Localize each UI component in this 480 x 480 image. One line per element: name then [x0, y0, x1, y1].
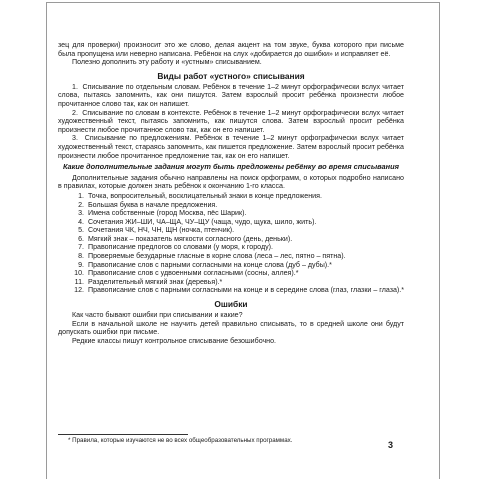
list-item — [58, 269, 404, 278]
list-item — [58, 209, 404, 218]
errors-paragraph-3: Редкие классы пишут контрольное списывание безошибочно. — [72, 336, 277, 345]
errors-paragraph-2: Если в начальной школе не научить детей правильно списывать, то в средней школе они будут допускать ошибки при письме. — [58, 319, 404, 337]
oral-item-1: 1. Списывание по отдельным словам. Ребёнок в течение 1–2 минут орфографически вслух читает слова, пытаясь запомнить, как они пишутся. Затем взрослый просит ребёнка произнести любое прочитанное слово так, как он напишет. — [58, 82, 404, 108]
list-number: 8. — [78, 252, 84, 261]
list-text: Мягкий знак – показатель мягкости согласного (день, деньки). — [88, 234, 293, 243]
list-text: Правописание предлогов со словами (у моря, к городу). — [88, 243, 273, 252]
list-number: 4. — [78, 217, 84, 226]
list-text: Большая буква в начале предложения. — [88, 200, 218, 209]
intro-paragraph-2: Полезно дополнить эту работу и «устным» списыванием. — [72, 58, 262, 67]
list-number: 2. — [78, 200, 84, 209]
list-number: 10. — [74, 269, 84, 278]
list-number: 5. — [78, 226, 84, 235]
list-number: 9. — [78, 260, 84, 269]
heading-errors: Ошибки — [214, 299, 248, 310]
footnote: * Правила, которые изучаются не во всех общеобразовательных программах. — [68, 437, 293, 444]
oral-item-3: 3. Списывание по предложениям. Ребёнок в течение 1–2 минут орфографически вслух читает художественный текст, стараясь запомнить, как пишется предложение. Затем взрослый просит ребёнка произнести любое прочитанное предложение так, как он его напишет. — [58, 134, 404, 160]
page-content — [58, 41, 404, 345]
list-text: Проверяемые безударные гласные в корне слова (леса – лес, пятно – пятна). — [88, 252, 346, 261]
list-text: Правописание слов с парными согласными на конце и в середине слова (глаз, глазки – глаза).* — [88, 286, 404, 295]
intro-paragraph-1: зец для проверки) произносит это же слово, делая акцент на том звуке, буква которого при письме была пропущена или неверно написана. Ребёнок на слух «добирается до ошибки» и исправляет её. — [58, 41, 404, 58]
list-number: 1. — [78, 191, 84, 200]
list-item — [58, 201, 404, 210]
list-item — [58, 252, 404, 261]
oral-item-2: 2. Списывание по словам в контексте. Ребёнок в течение 1–2 минут орфографически вслух читает художественный текст, пытаясь запомнить, как пишутся слова. Затем взрослый просит ребёнка произнести любое прочитанное слово так, как он его напишет. — [58, 108, 404, 134]
list-text: Имена собственные (город Москва, пёс Шарик). — [88, 209, 247, 218]
list-text: Разделительный мягкий знак (деревья).* — [88, 277, 223, 286]
list-item — [58, 226, 404, 235]
list-text: Правописание слов с удвоенными согласными (сосны, аллея).* — [88, 269, 299, 278]
list-item — [58, 235, 404, 244]
errors-paragraph-1: Как часто бывают ошибки при списывании и какие? — [72, 311, 243, 320]
heading-extra-tasks: Какие дополнительные задания могут быть предложены ребёнку во время списывания — [62, 162, 399, 172]
list-item — [58, 243, 404, 252]
rules-list — [58, 192, 404, 295]
list-text: Сочетания ЖИ–ШИ, ЧА–ЩА, ЧУ–ЩУ (чаща, чудо, щука, шило, жить). — [88, 217, 317, 226]
heading-oral-copying: Виды работ «устного» списывания — [157, 70, 305, 81]
list-text: Точка, вопросительный, восклицательный знаки в конце предложения. — [88, 191, 322, 200]
list-item — [58, 192, 404, 201]
list-number: 11. — [74, 277, 84, 286]
list-item — [58, 261, 404, 270]
list-text: Правописание слов с парными согласными на конце слова (дуб – дубы).* — [88, 260, 332, 269]
list-item — [58, 218, 404, 227]
list-text: Сочетания ЧК, НЧ, ЧН, ЩН (ночка, птенчик). — [88, 226, 235, 235]
extra-tasks-intro: Дополнительные задания обычно направлены на поиск орфограмм, о которых подробно написано в правилах, которые должен знать ребёнок к окончанию 1-го класса. — [58, 173, 404, 191]
list-number: 7. — [78, 243, 84, 252]
list-number: 3. — [78, 209, 84, 218]
page-number: 3 — [388, 440, 394, 450]
footnote-divider — [58, 434, 188, 435]
list-number: 6. — [78, 234, 84, 243]
list-item — [58, 286, 404, 295]
list-item — [58, 278, 404, 287]
list-number: 12. — [74, 286, 84, 295]
